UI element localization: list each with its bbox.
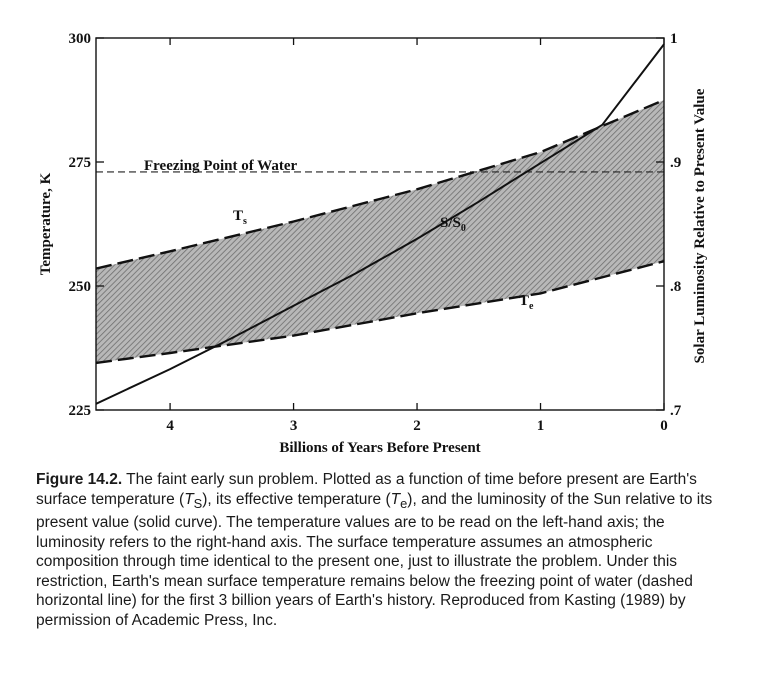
y-axis-right-title: Solar Luminosity Relative to Present Value [692,88,708,364]
figure-caption [36,470,726,630]
y-tick-label-right: .7 [670,403,682,419]
te-curve-label: $T_e$ [519,293,534,312]
caption-text-3: ), and the luminosity of the Sun relative to its present value (solid curve). The temperature values are to be read on the left-hand axis; the luminosity refers to the right-hand axis. The surface temperature assumes an atmospheric composition through time identical to the present one, just to illustrate the problem. Under this restriction, Earth's mean surface temperature remains below the freezing point of water (dashed horizontal line) for the first 3 billion years of Earth's history. Reproduced from Kasting (1989) by permission of Academic Press, Inc. [36,490,713,629]
ts-symbol: T [184,490,194,508]
y-tick-label-left: 225 [68,403,91,419]
te-symbol: T [390,490,401,508]
figure-number: Figure 14.2. [36,471,123,488]
y-axis-left-title: Temperature, K [38,172,54,276]
x-axis-title: Billions of Years Before Present [279,440,481,456]
x-tick-label: 4 [166,418,174,434]
freezing-point-label: Freezing Point of Water [144,158,298,174]
caption-text-2: ), its effective temperature ( [202,490,391,508]
y-tick-label-left: 250 [68,279,91,295]
y-tick-label-right: .8 [670,279,682,295]
y-tick-label-right: 1 [670,31,678,47]
ts-subscript: S [193,495,203,511]
x-tick-label: 2 [413,418,421,434]
te-subscript: e [400,495,408,511]
x-tick-label: 1 [536,418,545,434]
y-tick-label-left: 300 [68,31,91,47]
caption-text-1: The faint early sun problem. Plotted as a function of time before present are Earth's surface temperature ( [36,471,697,508]
luminosity-curve-label: $S/S_0$ [440,215,466,234]
y-tick-label-right: .9 [670,155,682,171]
x-tick-label: 3 [289,418,298,434]
ts-curve-label: $T_s$ [233,208,247,227]
y-tick-label-left: 275 [68,155,91,171]
x-tick-label: 0 [660,418,668,434]
